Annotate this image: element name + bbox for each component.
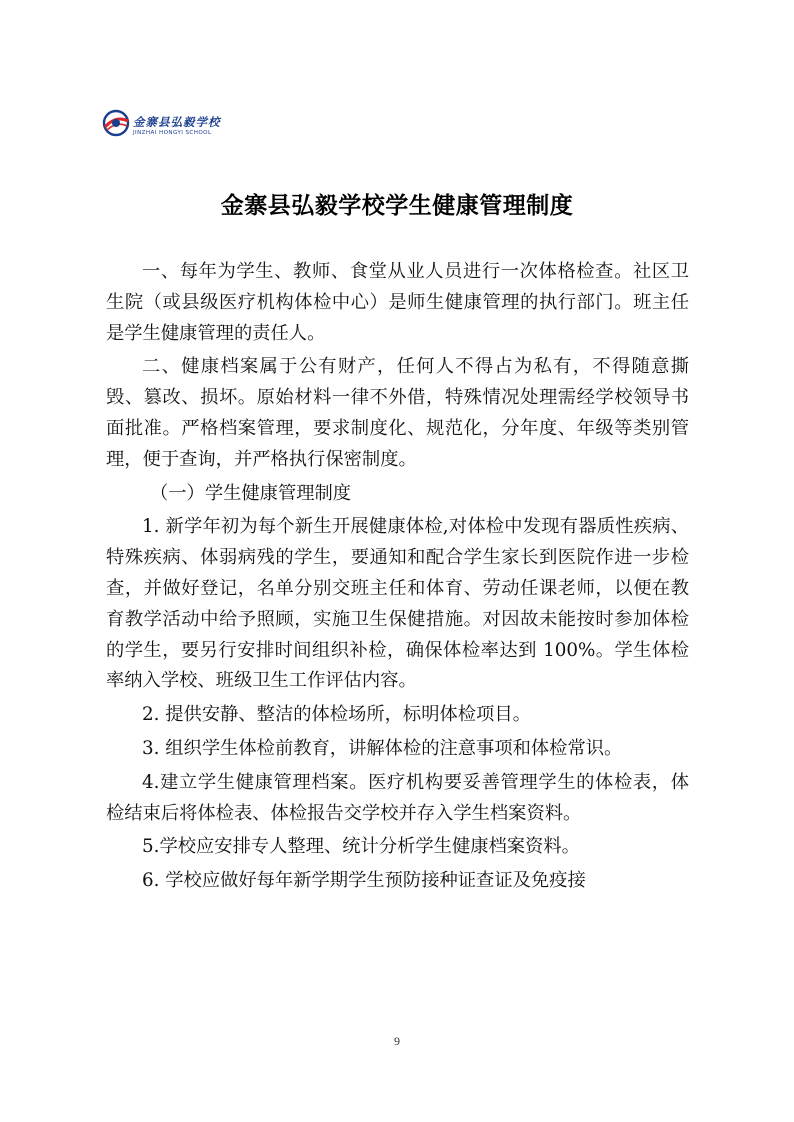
page-number: 9 bbox=[394, 1034, 400, 1048]
school-name-en: JINZHAI HONGYI SCHOOL bbox=[133, 130, 212, 136]
paragraph: 4.建立学生健康管理档案。医疗机构要妥善管理学生的体检表，体检结束后将体检表、体检报告交学校并存入学生档案资料。 bbox=[106, 771, 689, 824]
paragraph: 二、健康档案属于公有财产，任何人不得占为私有，不得随意撕毁、篡改、损坏。原始材料一律不外借，特殊情况处理需经学校领导书面批准。严格档案管理，要求制度化、规范化，分年度、年级等类别管理，便于查询，并严格执行保密制度。 bbox=[106, 356, 689, 470]
document-title: 金寨县弘毅学校学生健康管理制度 bbox=[220, 192, 574, 219]
paragraph: 6. 学校应做好每年新学期学生预防接种证查证及免疫接 bbox=[142, 870, 586, 892]
school-logo bbox=[101, 108, 251, 142]
section-heading: （一）学生健康管理制度 bbox=[150, 482, 352, 504]
paragraph: 3. 组织学生体检前教育，讲解体检的注意事项和体检常识。 bbox=[142, 737, 623, 759]
paragraph: 5.学校应安排专人整理、统计分析学生健康档案资料。 bbox=[142, 836, 580, 858]
school-name-cn: 金寨县弘毅学校 bbox=[133, 115, 221, 129]
document-body bbox=[106, 257, 689, 897]
school-emblem-icon bbox=[101, 108, 131, 138]
paragraph: 一、每年为学生、教师、食堂从业人员进行一次体格检查。社区卫生院（或县级医疗机构体检中心）是师生健康管理的执行部门。班主任是学生健康管理的责任人。 bbox=[106, 261, 689, 344]
paragraph: 2. 提供安静、整洁的体检场所，标明体检项目。 bbox=[142, 704, 531, 726]
paragraph: 1. 新学年初为每个新生开展健康体检,对体检中发现有器质性疾病、特殊疾病、体弱病残的学生，要通知和配合学生家长到医院作进一步检查，并做好登记，名单分别交班主任和体育、劳动任课老师，以便在教育教学活动中给予照顾，实施卫生保健措施。对因故未能按时参加体检的学生，要另行安排时间组织补检，确保体检率达到 100%。学生体检率纳入学校、班级卫生工作评估内容。 bbox=[106, 516, 689, 692]
